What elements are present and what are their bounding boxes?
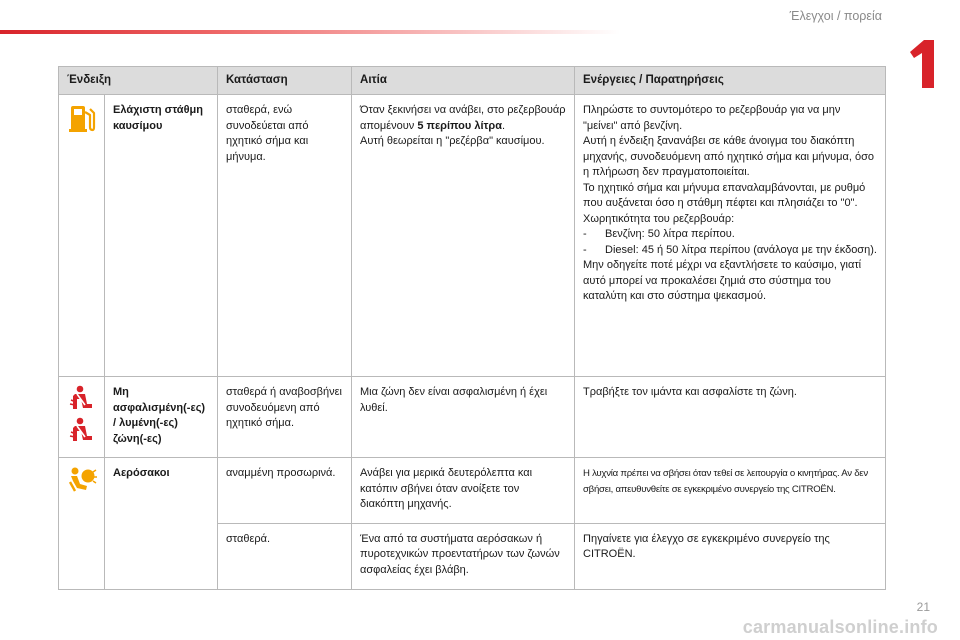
cause-text: Όταν ξεκινήσει να ανάβει, στο ρεζερβουάρ απομένουν bbox=[360, 104, 566, 132]
indicator-icon-cell bbox=[59, 458, 105, 590]
cause-cell bbox=[352, 95, 575, 377]
action-line: Χωρητικότητα του ρεζερβουάρ: bbox=[583, 212, 735, 225]
watermark: carmanualsonline.info bbox=[742, 617, 938, 637]
header-cause: Αιτία bbox=[352, 67, 575, 95]
action-line: Το ηχητικό σήμα και μήνυμα επαναλαμβάνονται, με ρυθμό που αυξάνεται όσο η στάθμη πέφτει και πλησιάζει το "0". bbox=[583, 181, 866, 209]
status-cell: αναμμένη προσωρινά. bbox=[218, 458, 352, 524]
action-line: Μην οδηγείτε ποτέ μέχρι να εξαντλήσετε το καύσιμο, γιατί αυτό μπορεί να προκαλέσει ζημιά στο σύστημα του καταλύτη και στο σύστημα ψεκασμού. bbox=[583, 259, 862, 302]
action-cell: Τραβήξτε τον ιμάντα και ασφαλίστε τη ζώνη. bbox=[575, 377, 886, 458]
status-cell: σταθερά ή αναβοσβήνει συνοδευόμενη από ηχητικό σήμα. bbox=[218, 377, 352, 458]
header-indicator: Ένδειξη bbox=[59, 67, 218, 95]
table-header-row bbox=[59, 67, 886, 95]
rear-seatbelt-unfastened-icon bbox=[68, 417, 96, 443]
action-line: Πληρώστε το συντομότερο το ρεζερβουάρ για να μην "μείνει" από βενζίνη. bbox=[583, 104, 841, 132]
page-number: 21 bbox=[916, 600, 930, 614]
header-accent-band bbox=[0, 30, 620, 34]
list-item: - Βενζίνη: 50 λίτρα περίπου. bbox=[583, 228, 735, 240]
cause-text-tail: Αυτή θεωρείται η "ρεζέρβα" καυσίμου. bbox=[360, 135, 545, 147]
cause-cell: Ένα από τα συστήματα αερόσακων ή πυροτεχνικών προεντατήρων των ζωνών ασφαλείας έχει βλάβη. bbox=[352, 523, 575, 589]
indicator-name: Αερόσακοι bbox=[105, 458, 218, 590]
table-row bbox=[59, 95, 886, 377]
indicator-icon-cell bbox=[59, 95, 105, 377]
status-cell: σταθερά. bbox=[218, 523, 352, 589]
fuel-pump-icon bbox=[68, 103, 96, 133]
indicator-icon-cell bbox=[59, 377, 105, 458]
seatbelt-unfastened-icon bbox=[68, 385, 96, 411]
airbag-icon bbox=[67, 466, 97, 494]
action-cell: Η λυχνία πρέπει να σβήσει όταν τεθεί σε λειτουργία ο κινητήρας. Αν δεν σβήσει, απευθυνθείτε σε εγκεκριμένο συνεργείο της CITROËN. bbox=[575, 458, 886, 524]
action-line: Αυτή η ένδειξη ξανανάβει σε κάθε άνοιγμα του διακόπτη μηχανής, συνοδευόμενη από ηχητικό σήμα και μήνυμα, όσο η πλήρωση δεν πραγματοποιείται. bbox=[583, 135, 874, 178]
indicator-name: Ελάχιστη στάθμη καυσίμου bbox=[105, 95, 218, 377]
warning-lights-table bbox=[58, 66, 886, 590]
table-row bbox=[59, 458, 886, 524]
table-row bbox=[59, 377, 886, 458]
action-cell bbox=[575, 95, 886, 377]
section-title: Έλεγχοι / πορεία bbox=[789, 9, 882, 23]
action-cell: Πηγαίνετε για έλεγχο σε εγκεκριμένο συνεργείο της CITROËN. bbox=[575, 523, 886, 589]
chapter-number bbox=[908, 38, 938, 90]
header-actions: Ενέργειες / Παρατηρήσεις bbox=[575, 67, 886, 95]
cause-cell: Μια ζώνη δεν είναι ασφαλισμένη ή έχει λυθεί. bbox=[352, 377, 575, 458]
list-item: - Diesel: 45 ή 50 λίτρα περίπου (ανάλογα με την έκδοση). bbox=[583, 243, 877, 256]
cause-cell: Ανάβει για μερικά δευτερόλεπτα και κατόπιν σβήνει όταν ανοίξετε τον διακόπτη μηχανής. bbox=[352, 458, 575, 524]
header-status: Κατάσταση bbox=[218, 67, 352, 95]
cause-text-end: . bbox=[501, 119, 506, 132]
status-cell: σταθερά, ενώ συνοδεύεται από ηχητικό σήμα και μήνυμα. bbox=[218, 95, 352, 377]
cause-highlight: 5 περίπου λίτρα bbox=[417, 119, 502, 132]
indicator-name: Μη ασφαλισμένη(-ες) / λυμένη(-ες) ζώνη(-ες) bbox=[105, 377, 218, 458]
